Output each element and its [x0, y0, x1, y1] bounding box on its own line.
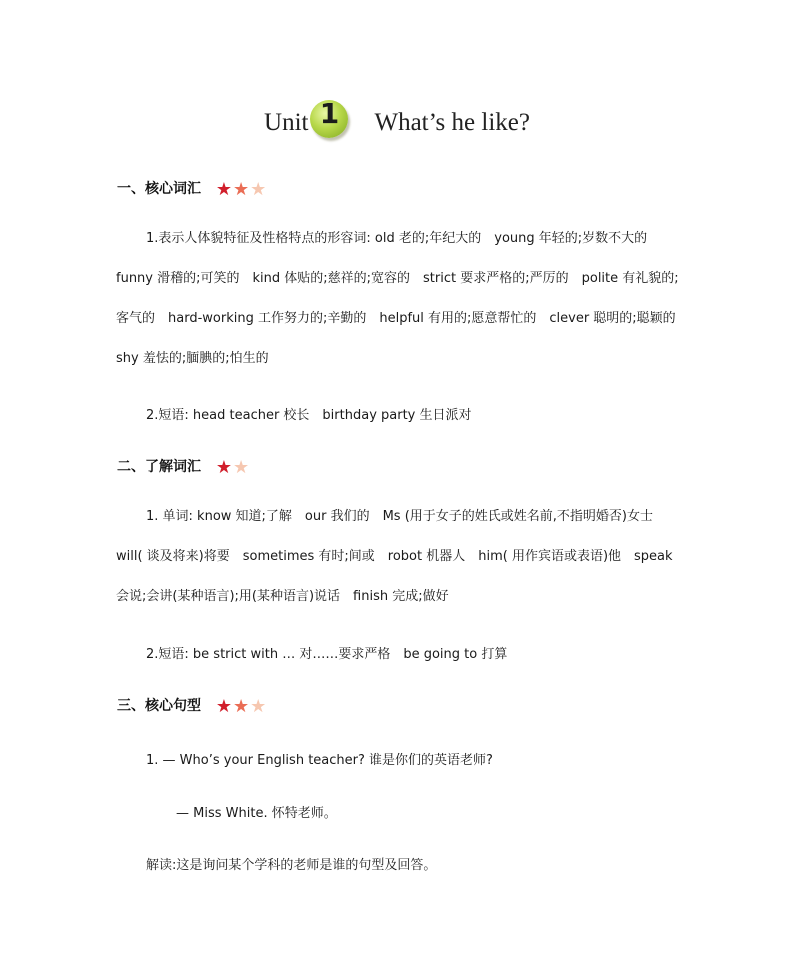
star-icon: ★	[233, 179, 250, 200]
unit-label: Unit	[264, 109, 309, 136]
rating-stars	[216, 181, 267, 199]
learn-vocab-phrases: 2.短语: be strict with … 对……要求严格 be going to 打算	[146, 647, 508, 662]
section-heading-sentences	[117, 695, 267, 716]
sentence-explanation: 解读:这是询问某个学科的老师是谁的句型及回答。	[146, 858, 437, 873]
section-heading-text: 一、核心词汇	[117, 181, 201, 197]
unit-number-badge	[310, 97, 348, 138]
star-icon: ★	[233, 696, 250, 717]
star-icon: ★	[215, 457, 233, 478]
rating-stars	[216, 698, 267, 716]
rating-stars	[216, 459, 250, 477]
core-vocab-phrases: 2.短语: head teacher 校长 birthday party 生日派对	[146, 408, 472, 423]
section-heading-core-vocab	[117, 178, 267, 199]
section-heading-text: 二、了解词汇	[117, 459, 201, 475]
learn-vocab-words: 1. 单词: know 知道;了解 our 我们的 Ms (用于女子的姓氏或姓名前,不指明婚否)女士 will( 谈及将来)将要 sometimes 有时;间或 robot 机器人 him( 用作宾语或表语)他 speak 会说;会讲(某种语言);用(某种语言)说话 finish 完成;做好	[116, 509, 673, 604]
unit-subtitle: What’s he like?	[374, 109, 530, 136]
star-icon: ★	[215, 696, 233, 717]
section-heading-learn-vocab	[117, 456, 250, 477]
section-heading-text: 三、核心句型	[117, 698, 201, 714]
sentence-answer: — Miss White. 怀特老师。	[176, 806, 337, 821]
star-half-icon: ★	[233, 457, 250, 478]
core-vocab-adjectives: 1.表示人体貌特征及性格特点的形容词: old 老的;年纪大的 young 年轻的;岁数不大的 funny 滑稽的;可笑的 kind 体贴的;慈祥的;宽容的 strict 要求严格的;严厉的 polite 有礼貌的;客气的 hard-working 工作努力的;辛勤的 helpful 有用的;愿意帮忙的 clever 聪明的;聪颖的 shy 羞怯的;腼腆的;怕生的	[116, 231, 689, 366]
star-half-icon: ★	[250, 179, 267, 200]
sentence-question: 1. — Who’s your English teacher? 谁是你们的英语老师?	[146, 753, 493, 768]
unit-number: 1	[319, 97, 340, 130]
star-icon: ★	[215, 179, 233, 200]
unit-title	[0, 97, 794, 138]
star-half-icon: ★	[250, 696, 267, 717]
